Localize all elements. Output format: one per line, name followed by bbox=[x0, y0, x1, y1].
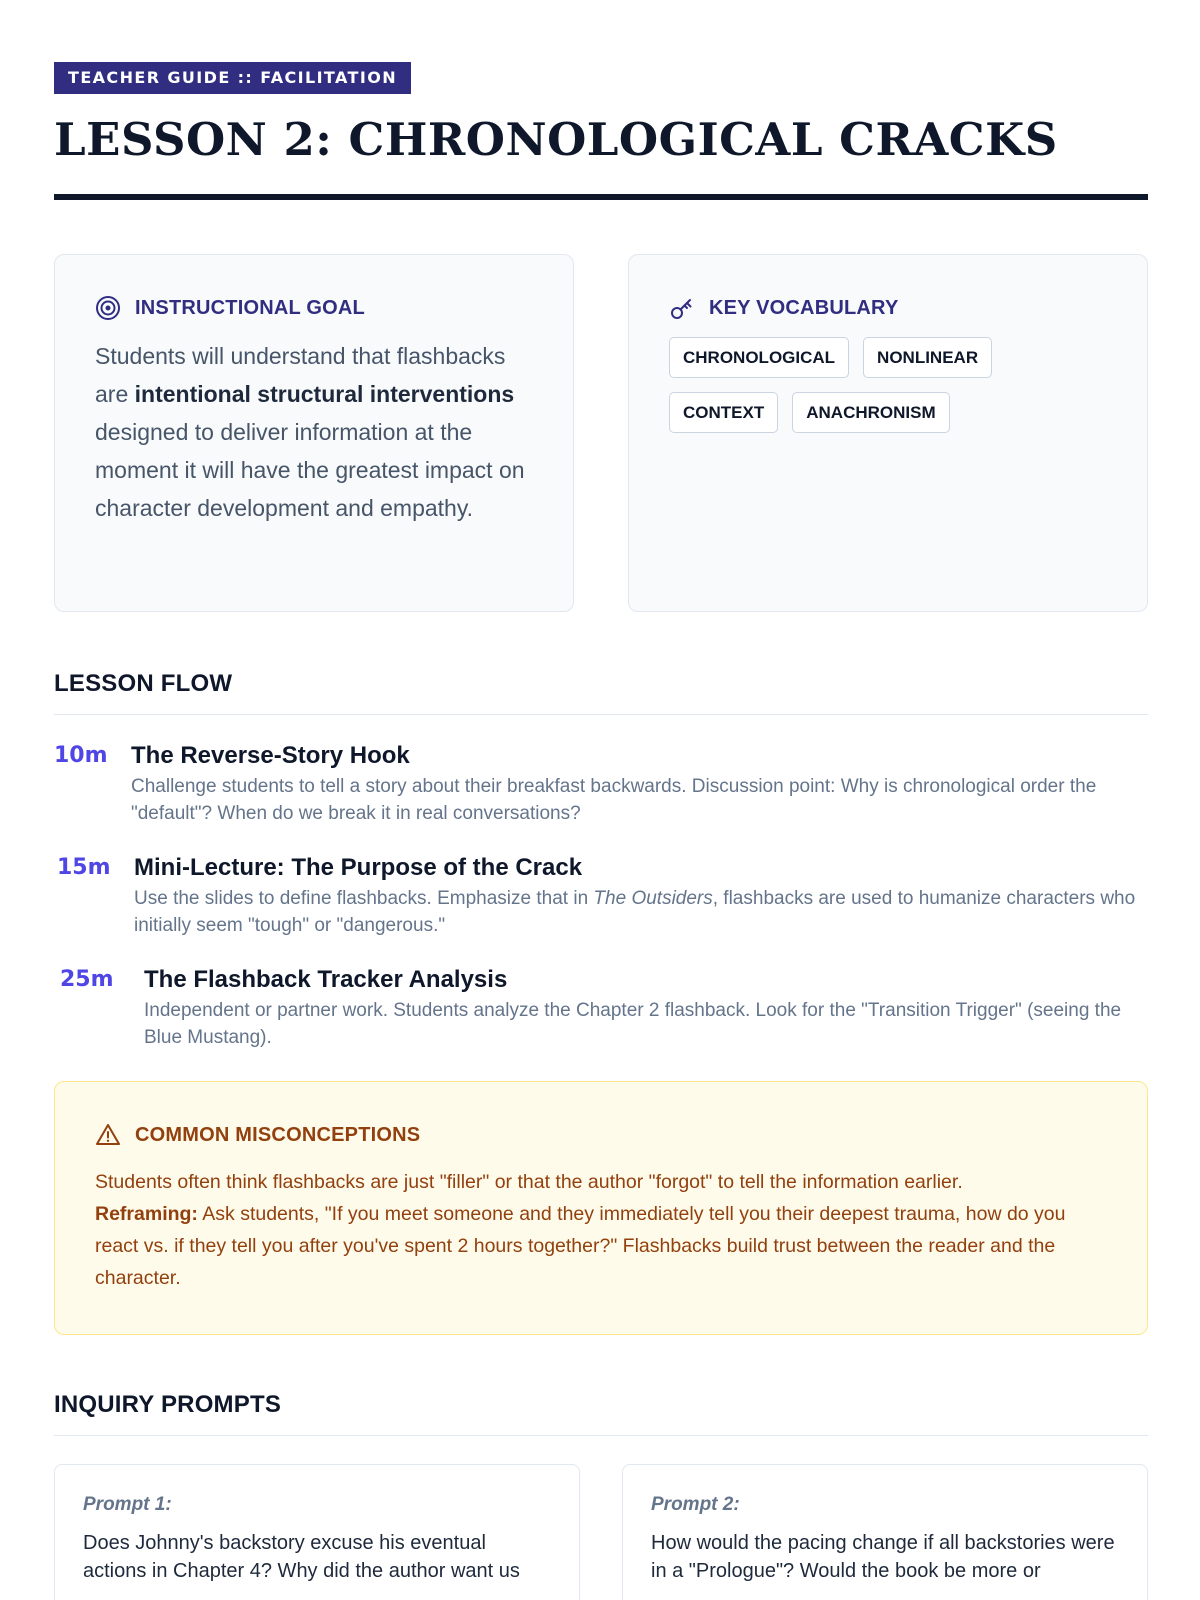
goal-text bbox=[95, 337, 533, 527]
lesson-flow-divider bbox=[54, 714, 1148, 715]
flow-name: The Reverse-Story Hook bbox=[131, 742, 410, 769]
vocabulary-header bbox=[669, 293, 1107, 323]
flow-item bbox=[54, 965, 1148, 1051]
misconceptions-header bbox=[95, 1120, 1107, 1150]
inquiry-prompts bbox=[54, 1464, 1148, 1600]
flow-description: Independent or partner work. Students analyze the Chapter 2 flashback. Look for the "Transition Trigger" (seeing the Blue Mustang). bbox=[144, 1000, 1122, 1048]
flow-time: 15m bbox=[57, 855, 111, 880]
vocab-chip: CONTEXT bbox=[669, 392, 778, 433]
prompt-text: How would the pacing change if all backstories were in a "Prologue"? Would the book be more or bbox=[651, 1532, 1115, 1582]
prompt-label: Prompt 2: bbox=[651, 1494, 740, 1515]
lesson-flow-list bbox=[54, 741, 1148, 1051]
flow-name: Mini-Lecture: The Purpose of the Crack bbox=[134, 854, 583, 881]
flow-body bbox=[131, 741, 1148, 827]
guide-tag: TEACHER GUIDE :: FACILITATION bbox=[54, 62, 411, 94]
flow-item bbox=[54, 741, 1148, 827]
reframing-label: Reframing: bbox=[95, 1203, 198, 1225]
flow-item bbox=[54, 853, 1148, 939]
goal-text-end: designed to deliver information at the moment it will have the greatest impact on character development and empathy. bbox=[95, 419, 525, 521]
title-divider bbox=[54, 194, 1148, 200]
page-title: LESSON 2: CHRONOLOGICAL CRACKS bbox=[54, 113, 1058, 166]
prompt-text: Does Johnny's backstory excuse his eventual actions in Chapter 4? Why did the author want us bbox=[83, 1532, 520, 1582]
flow-time: 10m bbox=[54, 743, 108, 768]
key-icon bbox=[669, 295, 695, 321]
reframing-text: Ask students, "If you meet someone and they immediately tell you their deepest trauma, how do you react vs. if they tell you after you've spent 2 hours together?" Flashbacks build trust between the reader and the character. bbox=[95, 1203, 1066, 1289]
vocab-chip: ANACHRONISM bbox=[792, 392, 949, 433]
goal-text-emphasis: intentional structural interventions bbox=[134, 381, 515, 407]
flow-description-start: Use the slides to define flashbacks. Emphasize that in bbox=[134, 888, 594, 909]
goal-label: INSTRUCTIONAL GOAL bbox=[135, 296, 365, 319]
book-title: The Outsiders bbox=[593, 888, 713, 909]
misconception-statement: Students often think flashbacks are just "filler" or that the author "forgot" to tell the information earlier. bbox=[95, 1171, 963, 1193]
warning-icon bbox=[95, 1122, 121, 1148]
flow-body bbox=[144, 965, 1148, 1051]
inquiry-prompts-divider bbox=[54, 1435, 1148, 1436]
misconceptions-text bbox=[95, 1166, 1107, 1294]
target-icon bbox=[95, 295, 121, 321]
flow-body bbox=[134, 853, 1148, 939]
prompt-label: Prompt 1: bbox=[83, 1494, 172, 1515]
inquiry-prompts-title: INQUIRY PROMPTS bbox=[54, 1391, 282, 1418]
prompt-card bbox=[54, 1464, 580, 1600]
goal-header bbox=[95, 293, 533, 323]
vocab-chip: CHRONOLOGICAL bbox=[669, 337, 849, 378]
flow-time: 25m bbox=[60, 967, 114, 992]
lesson-flow-title: LESSON FLOW bbox=[54, 670, 233, 697]
document bbox=[54, 62, 1148, 1600]
flow-description: Challenge students to tell a story about their breakfast backwards. Discussion point: Why is chronological order the "default"? When do we break it in real conversations? bbox=[131, 776, 1097, 824]
flow-description-end: , flashbacks are used to humanize characters who initially seem "tough" or "dangerous." bbox=[134, 888, 1136, 936]
misconceptions-label: COMMON MISCONCEPTIONS bbox=[135, 1123, 421, 1146]
flow-name: The Flashback Tracker Analysis bbox=[144, 966, 508, 993]
common-misconceptions-callout bbox=[54, 1081, 1148, 1335]
vocabulary-chips bbox=[669, 337, 1109, 447]
vocabulary-label: KEY VOCABULARY bbox=[709, 296, 899, 319]
vocab-chip: NONLINEAR bbox=[863, 337, 992, 378]
goal-text-start: Students will understand that flashbacks are bbox=[95, 343, 506, 407]
instructional-goal-card bbox=[54, 254, 574, 612]
flow-description bbox=[134, 885, 1148, 939]
prompt-card bbox=[622, 1464, 1148, 1600]
overview-cards bbox=[54, 254, 1148, 612]
key-vocabulary-card bbox=[628, 254, 1148, 612]
